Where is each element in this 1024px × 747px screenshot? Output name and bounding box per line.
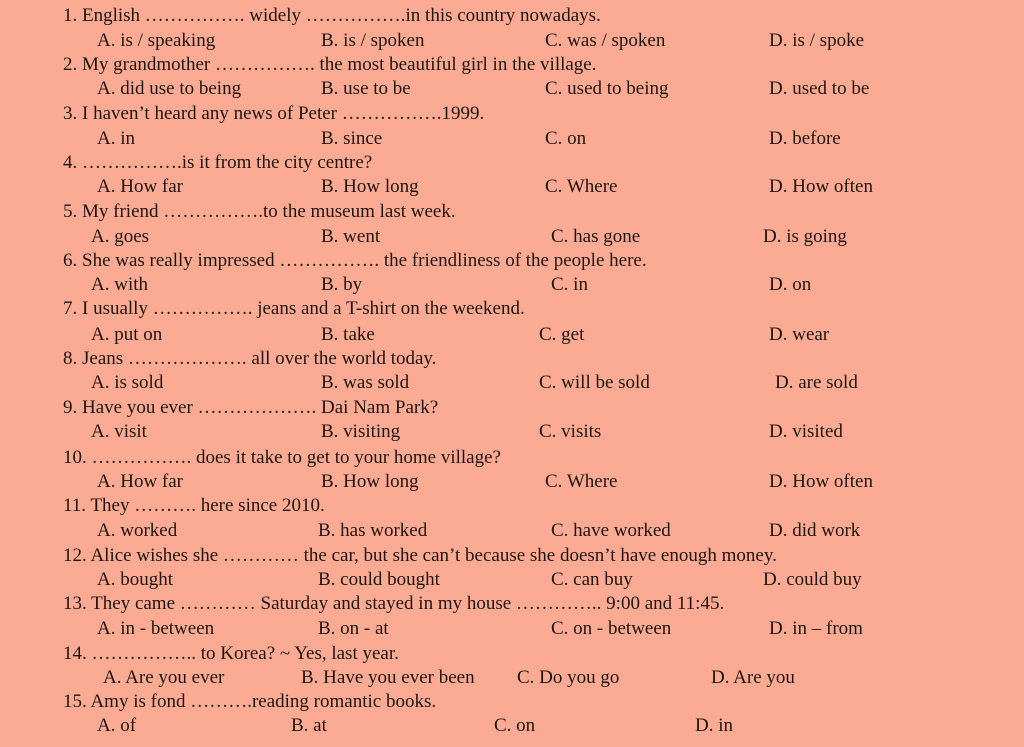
question-13-stem: 13. They came ………… Saturday and stayed in my house ………….. 9:00 and 11:45.: [63, 593, 725, 614]
question-6-option-a: A. with: [91, 274, 148, 295]
question-8-option-d: D. are sold: [775, 372, 858, 393]
question-12-stem: 12. Alice wishes she ………… the car, but she can’t because she doesn’t have enough money.: [63, 545, 777, 566]
question-4-option-a: A. How far: [97, 176, 184, 197]
question-8-stem: 8. Jeans ………………. all over the world today.: [63, 348, 437, 369]
question-12-option-a: A. bought: [97, 569, 173, 590]
question-12-option-d: D. could buy: [763, 569, 862, 590]
question-9-stem: 9. Have you ever ………………. Dai Nam Park?: [63, 397, 439, 418]
question-13-option-a: A. in - between: [97, 618, 215, 639]
question-15-stem: 15. Amy is fond ……….reading romantic books.: [63, 691, 437, 712]
question-9-option-c: C. visits: [539, 421, 602, 442]
question-8-option-a: A. is sold: [91, 372, 164, 393]
question-8-option-c: C. will be sold: [539, 372, 650, 393]
question-10-option-a: A. How far: [97, 471, 184, 492]
question-12-option-c: C. can buy: [551, 569, 633, 590]
question-15-option-d: D. in: [695, 715, 733, 736]
question-7-option-d: D. wear: [769, 324, 830, 345]
question-3-option-b: B. since: [321, 128, 383, 149]
question-3-option-c: C. on: [545, 128, 587, 149]
question-7-stem: 7. I usually ……………. jeans and a T-shirt on the weekend.: [63, 298, 525, 319]
question-5-option-d: D. is going: [763, 226, 847, 247]
question-4-option-b: B. How long: [321, 176, 419, 197]
question-14-option-d: D. Are you: [711, 667, 795, 688]
question-9-option-d: D. visited: [769, 421, 843, 442]
question-14-option-c: C. Do you go: [517, 667, 620, 688]
question-1-option-b: B. is / spoken: [321, 30, 425, 51]
question-3-option-d: D. before: [769, 128, 841, 149]
question-9-option-b: B. visiting: [321, 421, 401, 442]
question-6-option-c: C. in: [551, 274, 588, 295]
question-6-option-d: D. on: [769, 274, 812, 295]
question-1-option-c: C. was / spoken: [545, 30, 666, 51]
question-6-option-b: B. by: [321, 274, 363, 295]
question-13-option-d: D. in – from: [769, 618, 863, 639]
question-7-option-b: B. take: [321, 324, 375, 345]
question-15-option-c: C. on: [494, 715, 536, 736]
question-10-option-d: D. How often: [769, 471, 873, 492]
question-6-stem: 6. She was really impressed ……………. the friendliness of the people here.: [63, 250, 647, 271]
question-1-stem: 1. English ……………. widely …………….in this country nowadays.: [63, 5, 601, 26]
question-7-option-a: A. put on: [91, 324, 163, 345]
question-2-option-b: B. use to be: [321, 78, 411, 99]
question-14-option-a: A. Are you ever: [103, 667, 225, 688]
question-11-option-d: D. did work: [769, 520, 861, 541]
question-10-option-b: B. How long: [321, 471, 419, 492]
question-15-option-b: B. at: [291, 715, 327, 736]
question-5-option-a: A. goes: [91, 226, 150, 247]
question-7-option-c: C. get: [539, 324, 585, 345]
question-5-option-c: C. has gone: [551, 226, 641, 247]
question-2-stem: 2. My grandmother ……………. the most beautiful girl in the village.: [63, 54, 597, 75]
question-10-stem: 10. ……………. does it take to get to your home village?: [63, 447, 501, 468]
question-14-stem: 14. …………….. to Korea? ~ Yes, last year.: [63, 643, 399, 664]
question-11-option-b: B. has worked: [318, 520, 428, 541]
question-9-option-a: A. visit: [91, 421, 147, 442]
question-3-option-a: A. in: [97, 128, 135, 149]
question-4-option-c: C. Where: [545, 176, 618, 197]
question-12-option-b: B. could bought: [318, 569, 440, 590]
question-2-option-c: C. used to being: [545, 78, 669, 99]
question-8-option-b: B. was sold: [321, 372, 410, 393]
question-15-option-a: A. of: [97, 715, 137, 736]
question-1-option-a: A. is / speaking: [97, 30, 216, 51]
question-2-option-a: A. did use to being: [97, 78, 242, 99]
question-11-stem: 11. They ………. here since 2010.: [63, 495, 325, 516]
question-5-stem: 5. My friend …………….to the museum last week.: [63, 201, 456, 222]
question-11-option-c: C. have worked: [551, 520, 671, 541]
question-4-option-d: D. How often: [769, 176, 873, 197]
question-1-option-d: D. is / spoke: [769, 30, 864, 51]
question-13-option-c: C. on - between: [551, 618, 672, 639]
question-11-option-a: A. worked: [97, 520, 178, 541]
question-14-option-b: B. Have you ever been: [301, 667, 475, 688]
question-3-stem: 3. I haven’t heard any news of Peter …………….1999.: [63, 103, 485, 124]
question-10-option-c: C. Where: [545, 471, 618, 492]
question-5-option-b: B. went: [321, 226, 381, 247]
question-4-stem: 4. …………….is it from the city centre?: [63, 152, 373, 173]
question-13-option-b: B. on - at: [318, 618, 389, 639]
question-2-option-d: D. used to be: [769, 78, 870, 99]
